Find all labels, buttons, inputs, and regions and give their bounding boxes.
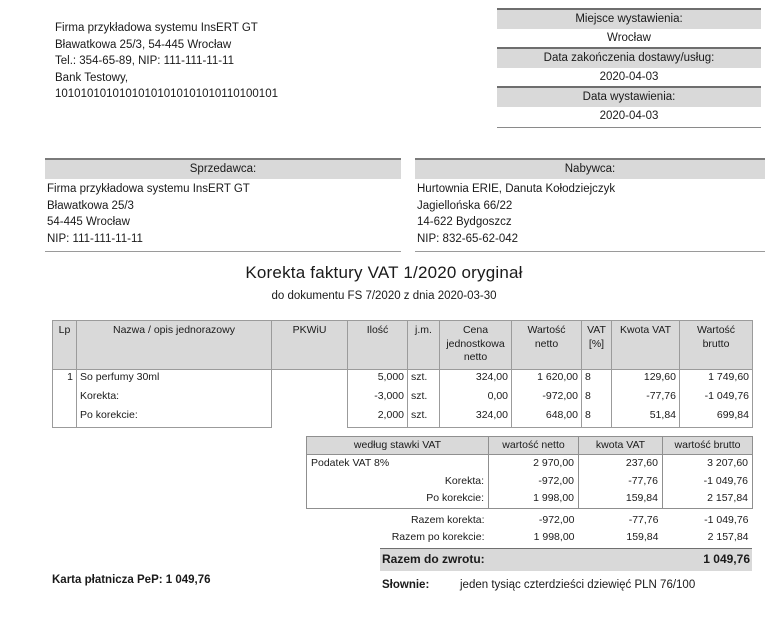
refund-total-label: Razem do zwrotu: (382, 552, 485, 566)
vat-row-1-label: Podatek VAT 8% (307, 455, 489, 473)
buyer-line-1: Hurtownia ERIE, Danuta Kołodziejczyk (417, 183, 616, 195)
seller-bottom-rule (45, 251, 401, 252)
row-1-pkwiu (272, 370, 348, 428)
table-row (53, 408, 753, 428)
col-lp: Lp (53, 321, 77, 370)
issuer-line-2: Bławatkowa 25/3, 54-445 Wrocław (55, 38, 232, 51)
seller-block (45, 158, 401, 252)
row-1-vat-rate: 8 (582, 370, 612, 390)
row-1-gross: 1 749,60 (680, 370, 753, 390)
buyer-bottom-rule (415, 251, 765, 252)
row-2-vat-amount: -77,76 (612, 389, 680, 408)
vat-col-gross: wartość brutto (663, 437, 753, 455)
vat-col-vat: kwota VAT (579, 437, 663, 455)
col-net-value: Wartość netto (512, 321, 582, 370)
items-table-header-row (53, 321, 753, 370)
vat-total-1-net: -972,00 (538, 513, 575, 526)
row-2-qty: -3,000 (348, 389, 408, 408)
vat-col-rate: według stawki VAT (307, 437, 489, 455)
row-3-lp (53, 408, 77, 428)
row-3-unit-price: 324,00 (440, 408, 512, 428)
seller-line-2: Bławatkowa 25/3 (47, 199, 134, 212)
row-2-lp (53, 389, 77, 408)
row-1-vat-amount: 129,60 (612, 370, 680, 390)
items-table (52, 320, 753, 428)
vat-total-2-net: 1 998,00 (533, 531, 575, 543)
row-3-qty: 2,000 (348, 408, 408, 428)
vat-total-row (307, 529, 753, 547)
payment-method-line: Karta płatnicza PeP: 1 049,76 (52, 574, 211, 586)
vat-row-2-vat: -77,76 (579, 473, 663, 491)
vat-row-2-label: Korekta: (307, 473, 489, 491)
issuer-bank-account: 10101010101010101010101010110100101 (55, 88, 278, 100)
vat-total-2-gross: 2 157,84 (707, 531, 749, 543)
col-unit-price-line-1: Cena (462, 324, 489, 336)
row-2-unit-price: 0,00 (440, 389, 512, 408)
vat-total-1-vat: -77,76 (628, 513, 659, 526)
vat-row-1-net: 2 970,00 (489, 455, 579, 473)
vat-summary-header-row (307, 437, 753, 455)
table-row (53, 370, 753, 390)
row-2-vat-rate: 8 (582, 389, 612, 408)
seller-line-3: 54-445 Wrocław (47, 216, 130, 228)
buyer-block (415, 158, 765, 252)
col-name: Nazwa / opis jednorazowy (77, 321, 272, 370)
row-1-net: 1 620,00 (512, 370, 582, 390)
buyer-nip: NIP: 832-65-62-042 (417, 232, 519, 245)
row-3-net: 648,00 (512, 408, 582, 428)
buyer-line-3: 14-622 Bydgoszcz (417, 216, 512, 228)
document-subtitle: do dokumentu FS 7/2020 z dnia 2020-03-30 (271, 290, 497, 302)
seller-address (45, 179, 401, 251)
amount-in-words-row (380, 571, 752, 594)
refund-total-value: 1 049,76 (703, 552, 750, 566)
vat-row-2-gross: -1 049,76 (663, 473, 753, 491)
vat-total-1-gross: -1 049,76 (704, 513, 749, 526)
row-1-unit-price: 324,00 (440, 370, 512, 390)
place-of-issue-label: Miejsce wystawienia: (497, 8, 761, 29)
row-1-qty: 5,000 (348, 370, 408, 390)
col-vat-rate-line-1: VAT (587, 324, 606, 336)
issuer-line-3: Tel.: 354-65-89, NIP: 111-111-11-11 (55, 55, 234, 67)
vat-total-2-label: Razem po korekcie: (391, 531, 485, 543)
col-unit-price (440, 321, 512, 370)
vat-row-2-net: -972,00 (489, 473, 579, 491)
row-3-unit: szt. (408, 408, 440, 428)
col-unit-price-line-3: netto (463, 351, 488, 363)
vat-row-1-vat: 237,60 (579, 455, 663, 473)
row-2-gross: -1 049,76 (680, 389, 753, 408)
vat-total-row (307, 508, 753, 529)
vat-row-1-gross: 3 207,60 (663, 455, 753, 473)
table-row (53, 389, 753, 408)
vat-row-3-vat: 159,84 (579, 490, 663, 508)
buyer-heading: Nabywca: (415, 158, 765, 179)
refund-total-row (380, 549, 752, 571)
seller-heading: Sprzedawca: (45, 158, 401, 179)
vat-summary-row (307, 473, 753, 491)
vat-total-2-vat: 159,84 (626, 531, 659, 543)
issuer-block (55, 20, 475, 103)
document-title: Korekta faktury VAT 1/2020 oryginał (245, 263, 523, 282)
row-3-vat-amount: 51,84 (612, 408, 680, 428)
buyer-address (415, 179, 765, 251)
vat-summary-table (306, 436, 753, 547)
row-1-lp: 1 (53, 370, 77, 390)
row-2-unit: szt. (408, 389, 440, 408)
vat-row-3-net: 1 998,00 (489, 490, 579, 508)
col-vat-amount: Kwota VAT (612, 321, 680, 370)
col-pkwiu: PKWiU (272, 321, 348, 370)
seller-nip: NIP: 111-111-11-11 (47, 232, 143, 245)
vat-row-3-gross: 2 157,84 (663, 490, 753, 508)
col-unit-price-line-2: jednostkowa (446, 337, 505, 350)
row-1-unit: szt. (408, 370, 440, 390)
col-unit: j.m. (408, 321, 440, 370)
vat-col-net: wartość netto (489, 437, 579, 455)
vat-summary-row (307, 490, 753, 508)
row-2-net: -972,00 (512, 389, 582, 408)
delivery-date-label: Data zakończenia dostawy/usług: (497, 47, 761, 68)
row-3-name: Po korekcie: (77, 408, 272, 428)
row-3-gross: 699,84 (680, 408, 753, 428)
row-2-name: Korekta: (77, 389, 272, 408)
totals-block (380, 548, 752, 594)
delivery-date-value: 2020-04-03 (599, 71, 659, 83)
amount-in-words-value: jeden tysiąc czterdzieści dziewięć PLN 76/100 (460, 579, 696, 591)
amount-in-words-label: Słownie: (382, 579, 430, 591)
col-quantity: Ilość (348, 321, 408, 370)
issuer-line-1: Firma przykładowa systemu InsERT GT (55, 22, 258, 34)
place-of-issue-value: Wrocław (607, 32, 651, 44)
vat-summary-row (307, 455, 753, 473)
row-1-name: So perfumy 30ml (77, 370, 272, 390)
vat-total-1-label: Razem korekta: (410, 513, 485, 526)
issuer-line-4: Bank Testowy, (55, 71, 129, 84)
col-vat-rate-line-2: [%] (588, 337, 605, 350)
seller-line-1: Firma przykładowa systemu InsERT GT (47, 183, 250, 195)
col-gross-value: Wartość brutto (680, 321, 753, 370)
col-vat-rate (582, 321, 612, 370)
document-meta-block (497, 8, 761, 128)
issue-date-label: Data wystawienia: (497, 86, 761, 107)
issue-date-value: 2020-04-03 (599, 110, 659, 122)
vat-row-3-label: Po korekcie: (307, 490, 489, 508)
meta-bottom-rule (497, 127, 761, 128)
buyer-line-2: Jagiellońska 66/22 (417, 199, 513, 212)
row-3-vat-rate: 8 (582, 408, 612, 428)
